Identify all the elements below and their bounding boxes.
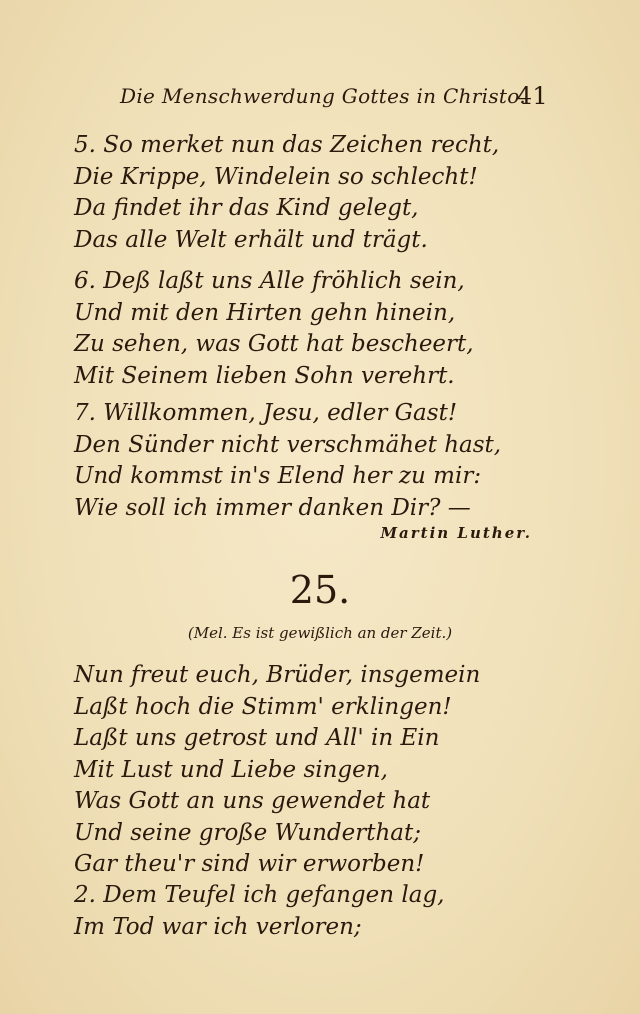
verse-line: Und kommst in's Elend her zu mir: (74, 463, 482, 489)
verse-line: Das alle Welt erhält und trägt. (74, 226, 428, 253)
verse-line: Zu sehen, was Gott hat bescheert, (74, 331, 474, 357)
verse-line: Mit Lust und Liebe singen, (74, 756, 388, 783)
verse-line: 6. Deß laßt uns Alle fröhlich sein, (74, 268, 465, 294)
verse-line: 5. So merket nun das Zeichen recht, (74, 132, 500, 158)
page-number: 41 (516, 82, 548, 110)
author-attribution: Martin Luther. (380, 524, 532, 542)
stanza-5 (74, 130, 499, 256)
verse-line: Und mit den Hirten gehn hinein, (74, 299, 456, 326)
verse-line: Laßt uns getrost und All' in Ein (74, 725, 440, 751)
page-header (120, 84, 550, 112)
verse-line: Wie soll ich immer danken Dir? — (74, 494, 471, 521)
verse-line: 2. Dem Teufel ich gefangen lag, (74, 882, 445, 908)
verse-line: Den Sünder nicht verschmähet hast, (74, 431, 502, 458)
verse-line: Die Krippe, Windelein so schlecht! (74, 163, 478, 190)
hymn-number: 25. (289, 568, 351, 612)
verse-line: Nun freut euch, Brüder, insgemein (74, 662, 481, 688)
verse-line: Gar theu'r sind wir erworben! (74, 851, 425, 877)
verse-line: Und seine große Wunderthat; (74, 819, 422, 846)
stanza-7 (74, 398, 501, 524)
verse-line: Im Tod war ich verloren; (74, 913, 362, 940)
verse-line: Was Gott an uns gewendet hat (74, 788, 431, 814)
verse-line: Laßt hoch die Stimm' erklingen! (74, 693, 452, 720)
verse-line: Mit Seinem lieben Sohn verehrt. (74, 362, 455, 389)
stanza-6 (74, 266, 474, 392)
melody-note: (Mel. Es ist gewißlich an der Zeit.) (187, 624, 453, 642)
verse-line: 7. Willkommen, Jesu, edler Gast! (74, 400, 458, 426)
hymn-stanza-2 (74, 880, 445, 943)
verse-line: Da findet ihr das Kind gelegt, (74, 195, 419, 221)
running-title: Die Menschwerdung Gottes in Christo. (120, 84, 526, 108)
hymn-stanza-1 (74, 660, 480, 881)
